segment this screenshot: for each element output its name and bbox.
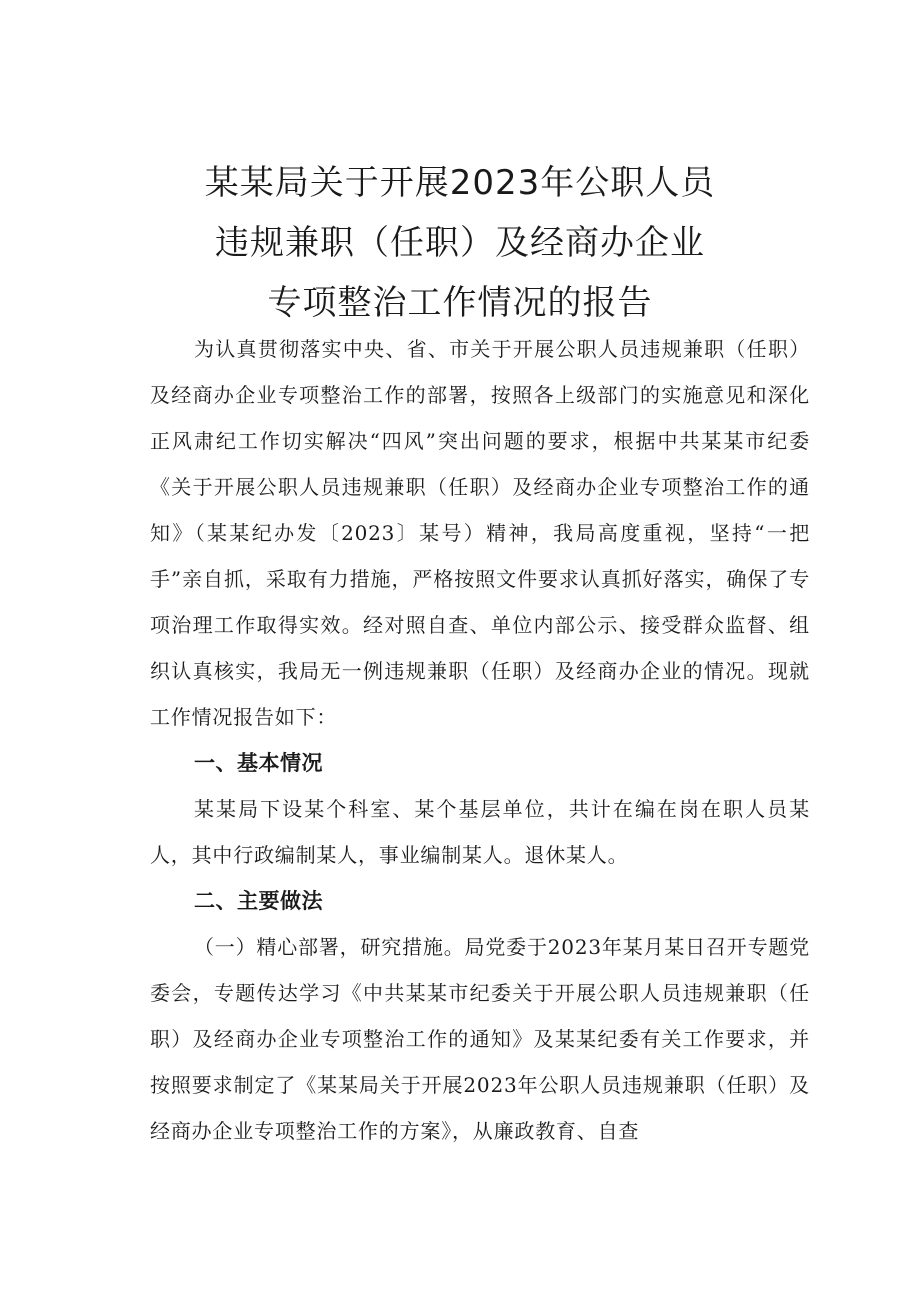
document-title: [0, 153, 920, 333]
section-heading-main-measures: 二、主要做法: [194, 889, 323, 913]
main-measures-paragraph: （一）精心部署，研究措施。局党委于2023年某月某日召开专题党委会，专题传达学习《中共某某市纪委关于开展公职人员违规兼职（任职）及经商办企业专项整治工作的通知》及某某纪委有关工作要求，并按照要求制定了《某某局关于开展2023年公职人员违规兼职（任职）及经商办企业专项整治工作的方案》，从廉政教育、自查: [150, 935, 810, 1143]
intro-paragraph: 为认真贯彻落实中央、省、市关于开展公职人员违规兼职（任职）及经商办企业专项整治工作的部署，按照各上级部门的实施意见和深化正风肃纪工作切实解决“四风”突出问题的要求，根据中共某某市纪委《关于开展公职人员违规兼职（任职）及经商办企业专项整治工作的通知》（某某纪办发〔2023〕某号）精神，我局高度重视，坚持“一把手”亲自抓，采取有力措施，严格按照文件要求认真抓好落实，确保了专项治理工作取得实效。经对照自查、单位内部公示、接受群众监督、组织认真核实，我局无一例违规兼职（任职）及经商办企业的情况。现就工作情况报告如下：: [150, 337, 810, 729]
title-line-1: 某某局关于开展2023年公职人员: [204, 163, 716, 203]
basic-situation-paragraph: 某某局下设某个科室、某个基层单位，共计在编在岗在职人员某人，其中行政编制某人，事业编制某人。退休某人。: [150, 797, 810, 867]
title-line-3: 专项整治工作情况的报告: [267, 283, 653, 323]
title-line-2: 违规兼职（任职）及经商办企业: [215, 223, 705, 263]
section-heading-basic-situation: 一、基本情况: [194, 751, 323, 775]
document-body: [150, 326, 810, 1154]
